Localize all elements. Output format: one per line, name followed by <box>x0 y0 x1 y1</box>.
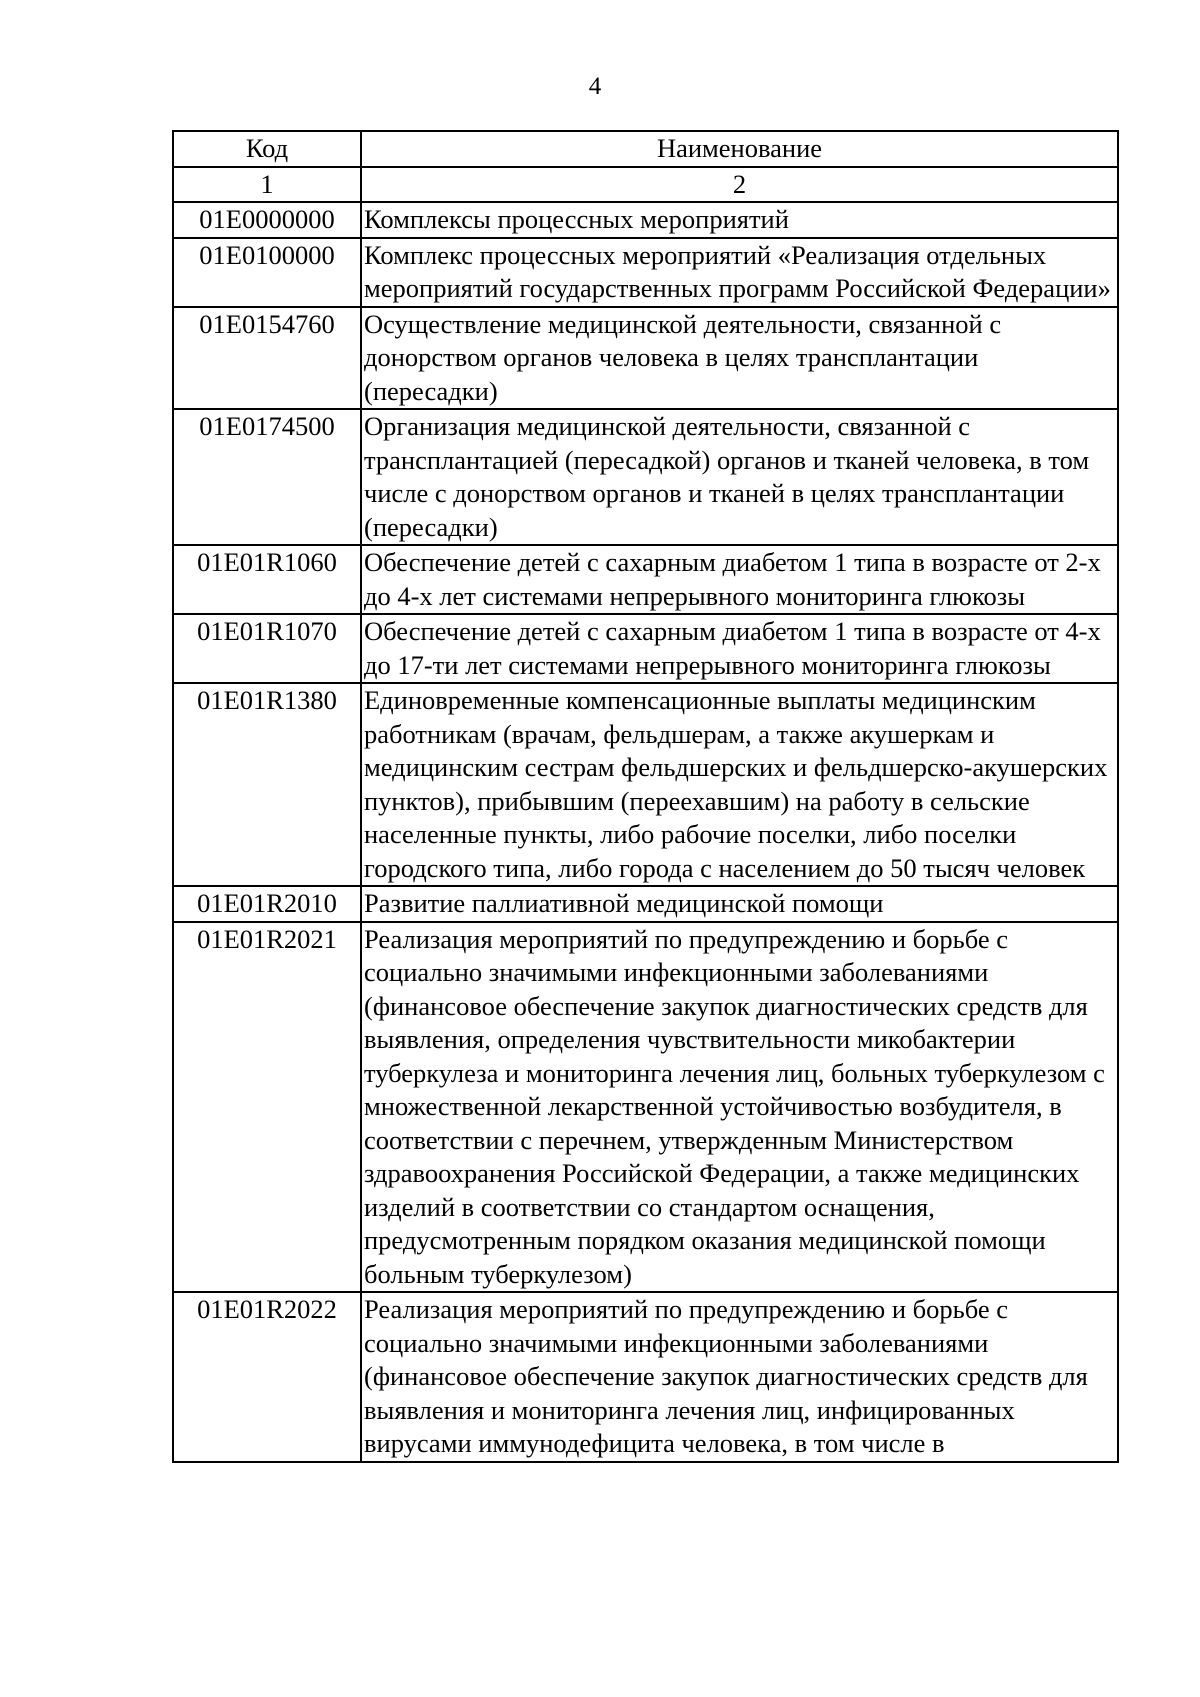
row-code: 01Е0000000 <box>173 202 361 238</box>
column-number-1: 1 <box>173 167 361 203</box>
row-name: Организация медицинской деятельности, связанной с трансплантацией (пересадкой) органов и тканей человека, в том числе с донорством органов и тканей в целях трансплантации (пересадки) <box>361 409 1118 545</box>
column-number-2: 2 <box>361 167 1118 203</box>
row-name: Осуществление медицинской деятельности, связанной с донорством органов человека в целях трансплантации (пересадки) <box>361 307 1118 410</box>
table-row <box>173 409 1118 545</box>
header-code: Код <box>173 131 361 167</box>
row-code: 01Е0100000 <box>173 238 361 307</box>
page-number: 4 <box>588 73 602 100</box>
row-name: Реализация мероприятий по предупреждению и борьбе с социально значимыми инфекционными заболеваниями (финансовое обеспечение закупок диагностических средств для выявления, определения чувствительности микобактерии туберкулеза и мониторинга лечения лиц, больных туберкулезом с множественной лекарственной устойчивостью возбудителя, в соответствии с перечнем, утвержденным Министерством здравоохранения Российской Федерации, а также медицинских изделий в соответствии со стандартом оснащения, предусмотренным порядком оказания медицинской помощи больным туберкулезом) <box>361 922 1118 1293</box>
row-code: 01Е01R2010 <box>173 886 361 922</box>
table-row <box>173 886 1118 922</box>
row-code: 01Е01R2021 <box>173 922 361 1293</box>
row-name: Обеспечение детей с сахарным диабетом 1 типа в возрасте от 4-х до 17-ти лет системами непрерывного мониторинга глюкозы <box>361 614 1118 683</box>
header-name: Наименование <box>361 131 1118 167</box>
row-name: Комплекс процессных мероприятий «Реализация отдельных мероприятий государственных программ Российской Федерации» <box>361 238 1118 307</box>
row-name: Единовременные компенсационные выплаты медицинским работникам (врачам, фельдшерам, а также акушеркам и медицинским сестрам фельдшерских и фельдшерско-акушерских пунктов), прибывшим (переехавшим) на работу в сельские населенные пункты, либо рабочие поселки, либо поселки городского типа, либо города с населением до 50 тысяч человек <box>361 683 1118 886</box>
table-row <box>173 1292 1118 1462</box>
budget-code-table <box>172 130 1119 1463</box>
row-name: Комплексы процессных мероприятий <box>361 202 1118 238</box>
table-row <box>173 922 1118 1293</box>
table-row <box>173 202 1118 238</box>
row-code: 01Е01R1060 <box>173 545 361 614</box>
row-code: 01Е0154760 <box>173 307 361 410</box>
row-code: 01Е01R1380 <box>173 683 361 886</box>
row-code: 01Е01R1070 <box>173 614 361 683</box>
table-row <box>173 238 1118 307</box>
table-row <box>173 545 1118 614</box>
row-name: Реализация мероприятий по предупреждению и борьбе с социально значимыми инфекционными заболеваниями (финансовое обеспечение закупок диагностических средств для выявления и мониторинга лечения лиц, инфицированных вирусами иммунодефицита человека, в том числе в <box>361 1292 1118 1462</box>
row-code: 01Е01R2022 <box>173 1292 361 1462</box>
row-name: Развитие паллиативной медицинской помощи <box>361 886 1118 922</box>
table-row <box>173 683 1118 886</box>
table-header-row <box>173 131 1118 167</box>
row-name: Обеспечение детей с сахарным диабетом 1 типа в возрасте от 2-х до 4-х лет системами непрерывного мониторинга глюкозы <box>361 545 1118 614</box>
row-code: 01Е0174500 <box>173 409 361 545</box>
table-row <box>173 307 1118 410</box>
table-row <box>173 614 1118 683</box>
column-number-row <box>173 167 1118 203</box>
